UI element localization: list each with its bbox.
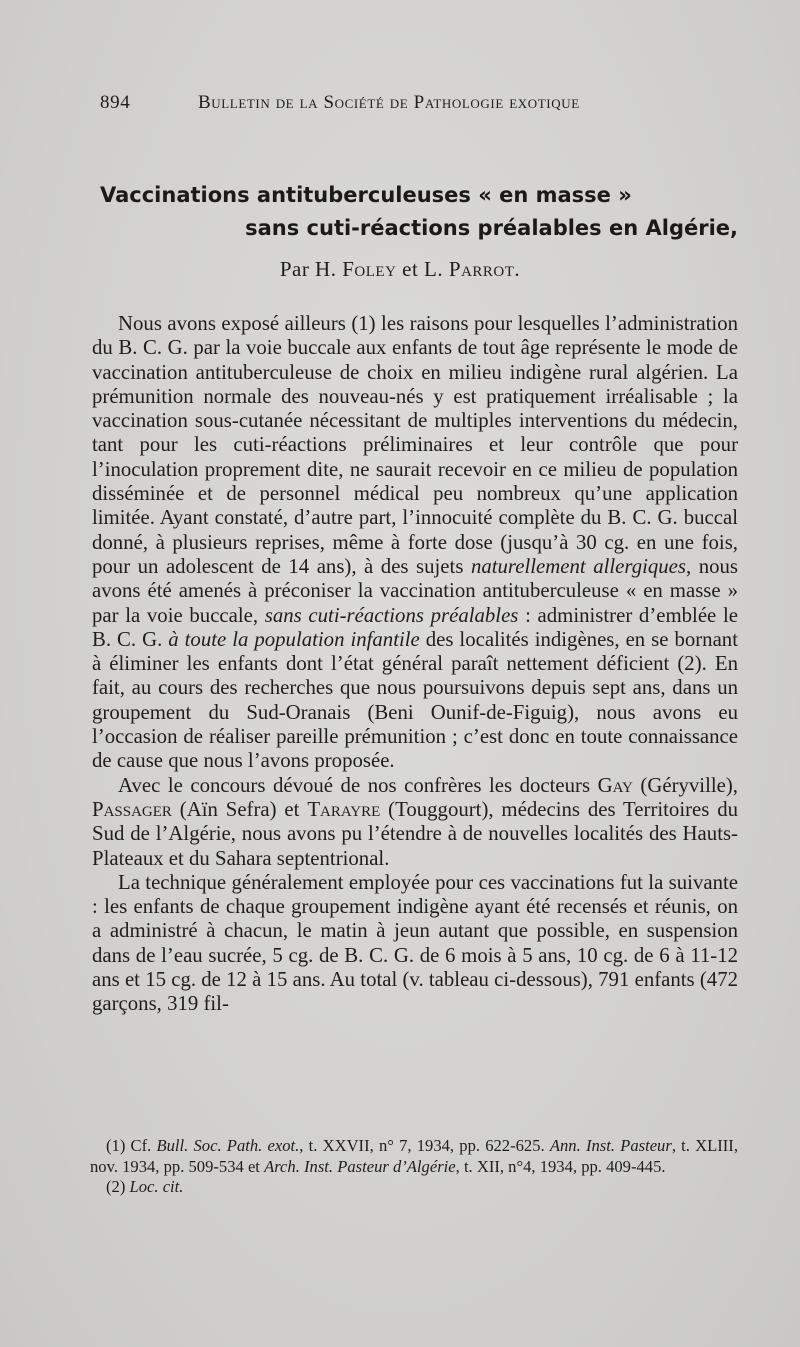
page-number: 894: [100, 92, 131, 113]
footnotes: [90, 1136, 738, 1198]
byline-par: Par H.: [279, 257, 343, 281]
p2-text-2: (Géryville),: [632, 773, 738, 797]
fn2-italic: Loc. cit.: [129, 1177, 184, 1196]
p1-text-3: : administrer d’emblée le B. C. G.: [92, 603, 738, 651]
article-title-line-2: sans cuti-réactions préalables en Algérie,: [245, 216, 738, 240]
footnote-1: [90, 1136, 738, 1177]
p1-italic-allergiques: naturellement allergiques: [470, 554, 686, 578]
p1-text-2: , nous avons été amenés à préconiser la vaccination antituberculeuse « en masse » par la voie buccale,: [92, 554, 739, 627]
byline-et: et L.: [396, 257, 449, 281]
fn1-italic-ann: Ann. Inst. Pasteur: [549, 1136, 672, 1155]
p2-name-passager: Passager: [92, 797, 172, 821]
p2-name-gay: Gay: [597, 773, 633, 797]
paragraph-1: [92, 312, 738, 774]
fn1-text-4: , t. XII, n°4, 1934, pp. 409-445.: [455, 1156, 666, 1176]
footnote-2: [90, 1177, 738, 1198]
byline-end: .: [514, 257, 521, 281]
p2-text-3: (Aïn Sefra) et: [171, 797, 308, 821]
fn1-italic-arch: Arch. Inst. Pasteur d’Algérie: [264, 1156, 456, 1176]
p1-text-4: des localités indigènes, en se bornant à éliminer les enfants dont l’état général paraît nettement déficient (2). En fait, au cours des recherches que nous poursuivons depuis sept ans, dans un groupement du Sud-Oranais (Beni Ounif-de-Figuig), nous avons eu l’occasion de réaliser pareille prémunition ; c’est donc en toute connaissance de cause que nous l’avons proposée.: [92, 627, 738, 773]
fn1-text-1: (1) Cf.: [106, 1136, 157, 1155]
author-foley: Foley: [342, 257, 397, 281]
fn1-text-2: , t. XXVII, n° 7, 1934, pp. 622-625.: [299, 1136, 550, 1155]
fn1-italic-bull: Bull. Soc. Path. exot.: [156, 1136, 300, 1155]
fn2-text: (2): [106, 1177, 130, 1196]
fn1-text-3: , t. XLIII, nov. 1934, pp. 509-534 et: [90, 1136, 738, 1176]
article-body: [92, 312, 738, 1017]
p1-italic-population: à toute la population infantile: [168, 627, 420, 651]
journal-title: Bulletin de la Société de Pathologie exotique: [198, 92, 580, 113]
p1-italic-sans-cuti: sans cuti-réactions préalables: [264, 603, 519, 627]
p2-name-tarayre: Tarayre: [307, 797, 381, 821]
p2-text-1: Avec le concours dévoué de nos confrères les docteurs: [118, 773, 598, 797]
author-byline: [0, 257, 800, 282]
article-title-line-1: Vaccinations antituberculeuses « en masse »: [100, 183, 632, 207]
author-parrot: Parrot: [448, 257, 515, 281]
paragraph-2: [92, 774, 738, 871]
p2-text-4: (Touggourt), médecins des Territoires du Sud de l’Algérie, nous avons pu l’étendre à de nouvelles localités des Hauts-Plateaux et du Sahara septentrional.: [92, 797, 739, 870]
paragraph-3: La technique généralement employée pour ces vaccinations fut la suivante : les enfants de chaque groupement indigène ayant été recensés et réunis, on a administré à chacun, le matin à jeun autant que possible, en suspension dans de l’eau sucrée, 5 cg. de B. C. G. de 6 mois à 5 ans, 10 cg. de 6 à 11-12 ans et 15 cg. de 12 à 15 ans. Au total (v. tableau ci-dessous), 791 enfants (472 garçons, 319 fil-: [92, 870, 738, 1016]
running-header: [100, 92, 660, 114]
p1-text-1: Nous avons exposé ailleurs (1) les raisons pour lesquelles l’administration du B. C. G. par la voie buccale aux enfants de tout âge représente le mode de vaccination antituberculeuse de choix en milieu indigène rural algérien. La prémunition normale des nouveau-nés y est pratiquement irréalisable ; la vaccination sous-cutanée nécessitant de multiples interventions du médecin, tant pour les cuti-réactions préliminaires et leur contrôle que pour l’inoculation proprement dite, ne saurait recevoir en ce milieu de population disséminée et de personnel médical peu nombreux qu’une application limitée. Ayant constaté, d’autre part, l’innocuité complète du B. C. G. buccal donné, à plusieurs reprises, même à forte dose (jusqu’à 30 cg. en une fois, pour un adolescent de 14 ans), à des sujets: [92, 312, 738, 578]
